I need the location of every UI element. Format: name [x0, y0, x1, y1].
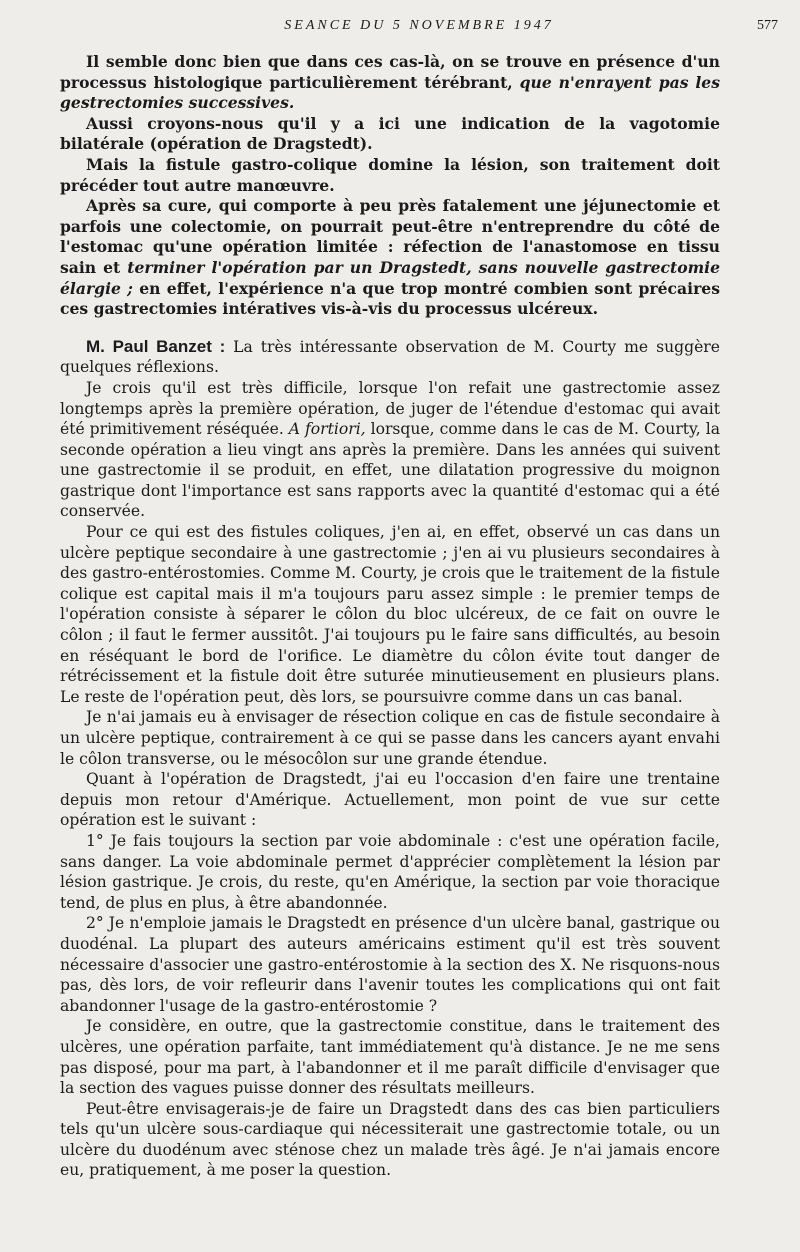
paragraph-7: Pour ce qui est des fistules coliques, j'en ai, en effet, observé un cas dans un ulcère peptique secondaire à une gastrectomie ; j'en ai vu plusieurs secondaires à des gastro-entérostomies. Comme M. Courty, je crois que le traitement de la fistule colique est capital mais il m'a toujours paru assez simple : le premier temps de l'opération consiste à séparer le côlon du bloc ulcéreux, de ce fait on ouvre le côlon ; il faut le fermer aussitôt. J'ai toujours pu le faire sans difficultés, au besoin en réséquant le bord de l'orifice. Le diamètre du côlon évite tout danger de rétrécissement et la fistule doit être suturée minutieusement en plusieurs plans. Le reste de l'opération peut, dès lors, se poursuivre comme dans un cas banal. [60, 523, 720, 706]
speaker-name: M. Paul Banzet : [86, 336, 226, 356]
paragraph-12: Je considère, en outre, que la gastrectomie constitue, dans le traitement des ulcères, une opération parfaite, tant immédiatement qu'à distance. Je ne me sens pas disposé, pour ma part, à l'abandonner et il me paraît difficile d'envisager que la section des vagues puisse donner des résultats meilleurs. [60, 1017, 720, 1098]
header-title: SEANCE DU 5 NOVEMBRE 1947 [284, 18, 554, 33]
paragraph-speaker: M. Paul Banzet : La très intéressante observation de M. Courty me suggère quelques réflexions. [60, 336, 720, 377]
paragraph-6: Je crois qu'il est très difficile, lorsque l'on refait une gastrectomie assez longtemps après la première opération, de juger de l'étendue d'estomac qui avait été primitivement réséquée. A fortiori, lorsque, comme dans le cas de M. Courty, la seconde opération a lieu vingt ans après la première. Dans les années qui suivent une gastrectomie il se produit, en effet, une dilatation progressive du moignon gastrique dont l'importance est sans rapports avec la quantité d'estomac qui a été conservée. [60, 378, 720, 521]
body-text [60, 52, 720, 1181]
paragraph-11: 2° Je n'emploie jamais le Dragstedt en présence d'un ulcère banal, gastrique ou duodénal. La plupart des auteurs américains estiment qu'il est très souvent nécessaire d'associer une gastro-entérostomie à la section des X. Ne risquons-nous pas, dès lors, de voir refleurir dans l'avenir toutes les complications qui ont fait abandonner l'usage de la gastro-entérostomie ? [60, 914, 720, 1015]
paragraph-13: Peut-être envisagerais-je de faire un Dragstedt dans des cas bien particuliers tels qu'un ulcère sous-cardiaque qui nécessiterait une gastrectomie totale, ou un ulcère du duodénum avec sténose chez un malade très âgé. Je n'ai jamais encore eu, pratiquement, à me poser la question. [60, 1099, 720, 1180]
paragraph-4: Après sa cure, qui comporte à peu près fatalement une jéjunectomie et parfois une colectomie, on pourrait peut-être n'entreprendre du côté de l'estomac qu'une opération limitée : réfection de l'anastomose en tissu sain et terminer l'opération par un Dragstedt, sans nouvelle gastrectomie élargie ; en effet, l'expérience n'a que trop montré combien sont précaires ces gastrectomies intératives vis-à-vis du processus ulcéreux. [60, 196, 720, 319]
paragraph-8: Je n'ai jamais eu à envisager de résection colique en cas de fistule secondaire à un ulcère peptique, contrairement à ce qui se passe dans les cancers ayant envahi le côlon transverse, ou le mésocôlon sur une grande étendue. [60, 708, 720, 768]
banzet-section [60, 337, 720, 1181]
paragraph-2: Aussi croyons-nous qu'il y a ici une indication de la vagotomie bilatérale (opération de Dragstedt). [60, 113, 720, 154]
paragraph-1: Il semble donc bien que dans ces cas-là, on se trouve en présence d'un processus histologique particulièrement térébrant, que n'enrayent pas les gestrectomies successives. [60, 52, 720, 113]
paragraph-3: Mais la fistule gastro-colique domine la lésion, son traitement doit précéder tout autre manœuvre. [60, 154, 720, 195]
paragraph-10: 1° Je fais toujours la section par voie abdominale : c'est une opération facile, sans danger. La voie abdominale permet d'apprécier complètement la lésion par lésion gastrique. Je crois, du reste, qu'en Amérique, la section par voie thoracique tend, de plus en plus, à être abandonnée. [60, 831, 720, 912]
running-header [60, 18, 778, 40]
paragraph-9: Quant à l'opération de Dragstedt, j'ai eu l'occasion d'en faire une trentaine depuis mon retour d'Amérique. Actuellement, mon point de vue sur cette opération est le suivant : [60, 770, 720, 830]
page-number: 577 [757, 18, 778, 33]
